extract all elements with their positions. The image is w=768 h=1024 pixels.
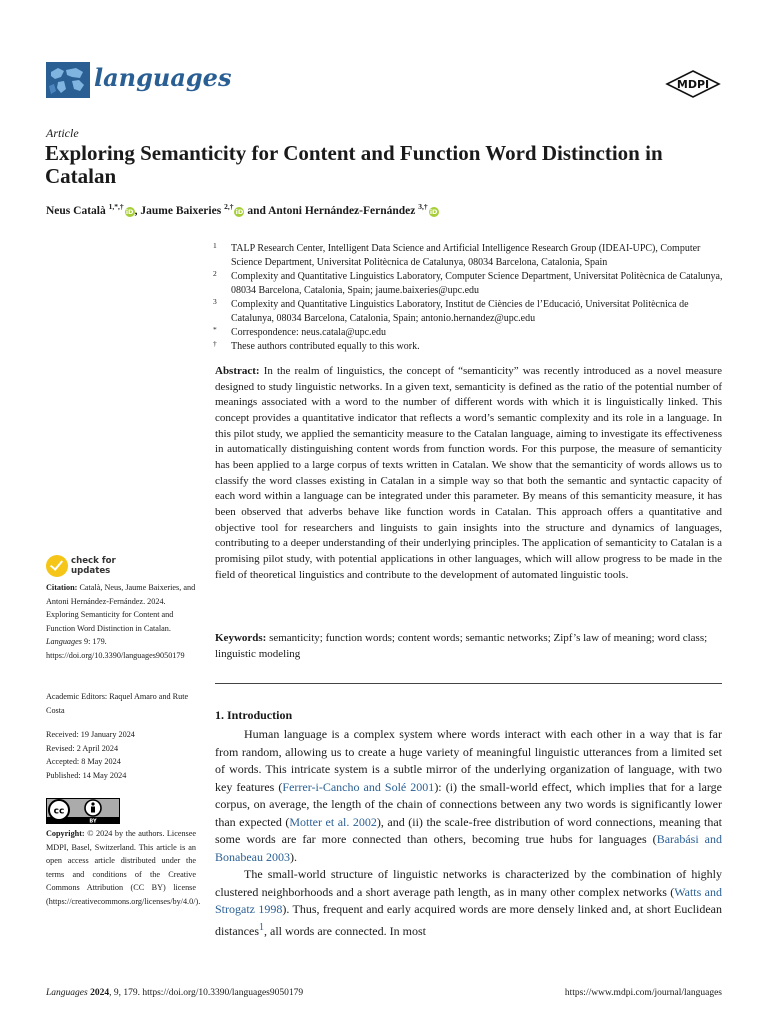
citation-link[interactable]: Ferrer-i-Cancho and Solé 2001 [282,779,435,794]
author-affiliation-marks: 1,*,† [108,202,124,211]
citation-label: Citation: [46,583,78,592]
keywords [215,631,722,662]
affiliation-text: Complexity and Quantitative Linguistics Laboratory, Computer Science Department, Universitat Politècnica de Catalunya, 08034 Barcelona, Catalonia, Spain; jaume.baixeries@upc.edu [231,271,723,296]
author-separator: , [134,204,141,217]
affiliation-text: Correspondence: neus.catala@upc.edu [231,327,386,338]
author-name: Jaume Baixeries [140,204,222,217]
affiliation-text: TALP Research Center, Intelligent Data Science and Artificial Intelligence Research Group (IDEAI-UPC), Computer Science Department, Universitat Politècnica de Catalunya, 08034 Barcelona, Catalonia, Spain [231,243,701,268]
publication-dates [46,728,196,782]
affiliation-mark: 3 [213,297,217,306]
check-updates-label: check for updates [71,556,116,576]
abstract-text: In the realm of linguistics, the concept of “semanticity” was recently introduced as a novel measure designed to study linguistic networks. In a given text, semanticity is defined as the ratio of the potential number of meanings associated with a word to the number of different words with which it is linguistically linked. This concept provides a quantitative indicator that reflects a word’s semantic complexity and its role in a language. In this pilot study, we applied the semanticity measure to the Catalan language, aiming to investigate its effectiveness in automatically distinguishing content words from function words. For this purpose, the measure of semanticity has been applied to a large corpus of texts written in Catalan. We show that the semanticity of words allows us to classify the word classes existing in Catalan in a simple way so that both the semantic and syntactic capacity of each word within a language can be integrated under this parameter. By means of this semanticity measure, it has been observed that adverbs behave like function words in Catalan. This approach offers a quantitative and objective tool for researchers and linguists to gain insights into the structure and dynamics of languages, contributing to a deeper understanding of their underlying principles. The application of semanticity to Catalan is a promising pilot study, with potential applications in other languages, which will allow progress to be made in the field of theoretical linguistics and contribute to the development of automated linguistic tools. [215,365,722,581]
footer-year: 2024 [90,988,110,998]
journal-logo-icon [46,62,90,98]
mdpi-logo-icon [665,69,721,99]
citation-link[interactable]: Motter et al. 2002 [289,814,377,829]
citation-doi[interactable]: 9: 179. https://doi.org/10.3390/languages9050179 [46,637,185,660]
citation-journal: Languages [46,637,82,647]
copyright-label: Copyright: [46,829,85,838]
affiliation-mark: * [213,325,217,334]
affiliation-text: Complexity and Quantitative Linguistics Laboratory, Institut de Ciències de l’Educació, Universitat Politècnica de Catalunya, 08034 Barcelona, Catalonia, Spain; antonio.hernandez@upc.edu [231,299,689,324]
received-date: Received: 19 January 2024 [46,730,135,739]
author-separator: and [244,204,269,217]
abstract [215,364,722,583]
affiliation-mark: † [213,339,217,348]
affiliation-mark: 1 [213,241,217,250]
footnote-link[interactable]: 1 [259,921,264,933]
author-name: Neus Català [46,204,106,217]
paragraph: Human language is a complex system where words interact with each other in a way that is far from random, allowing us to create a huge variety of meaningful linguistic utterances from a limited set of words. This intricate system is a subtle mirror of the underlying organization of language, with two key features (Ferrer-i-Cancho and Solé 2001): (i) the small-world effect, which implies that for a large corpus, on average, the length of the chain of connections between any two words is significantly lower than expected (Motter et al. 2002), and (ii) the scale-free distribution of word connections, meaning that some words are far more connected than others, becoming true hubs for languages (Barabási and Bonabeau 2003). [215,727,723,864]
citation-link[interactable]: Watts and Strogatz 1998 [215,884,722,916]
footer-journal: Languages [46,988,88,998]
journal-name[interactable]: languages [94,63,232,92]
author-name: Antoni Hernández-Fernández [268,204,416,217]
abstract-label: Abstract: [215,365,260,377]
cc-by-label: BY [89,818,97,824]
keywords-label: Keywords: [215,632,267,644]
footer-citation [46,988,303,998]
paragraph: The small-world structure of linguistic networks is characterized by the combination of highly clustered neighborhoods and a short average path length, as in many other complex networks (Watts and Strogatz 1998). Thus, frequent and early acquired words are more densely linked and, at short Euclidean distances$^1$, all words are connected. In most [215,867,723,938]
author-affiliation-marks: 2,† [224,202,234,211]
orcid-icon[interactable]: iD [429,207,438,216]
publisher-name: MDPI [676,78,710,91]
section-heading: 1. Introduction [215,708,293,722]
article-title: Exploring Semanticity for Content and Function Word Distinction in Catalan [45,141,663,188]
citation-link[interactable]: Barabási and Bonabeau 2003 [215,832,723,864]
affiliation-item [213,270,725,298]
affiliation-mark: 2 [213,269,217,278]
revised-date: Revised: 2 April 2024 [46,743,119,753]
published-date: Published: 14 May 2024 [46,770,127,780]
affiliation-item [213,242,725,270]
check-updates-icon [46,555,68,577]
author-list [46,202,439,217]
orcid-icon[interactable]: iD [125,207,134,216]
affiliation-item [213,326,725,340]
citation-block [46,581,196,663]
cc-by-license-icon[interactable] [46,798,120,824]
footer-doi[interactable]: , 9, 179. https://doi.org/10.3390/languages9050179 [109,988,304,998]
orcid-icon[interactable]: iD [235,207,244,216]
affiliations [213,242,725,354]
affiliation-item [213,340,725,354]
introduction-body [215,726,722,940]
section-divider [215,683,722,684]
author-affiliation-marks: 3,† [418,202,428,211]
affiliation-text: These authors contributed equally to this work. [231,341,420,352]
footer-journal-url[interactable]: https://www.mdpi.com/journal/languages [564,988,722,998]
article-type: Article [46,126,79,140]
check-for-updates-button[interactable] [46,555,156,581]
keywords-text: semanticity; function words; content words; semantic networks; Zipf’s law of meaning; word class; linguistic modeling [215,632,708,660]
copyright-text: © 2024 by the authors. Licensee MDPI, Basel, Switzerland. This article is an open access article distributed under the terms and conditions of the Creative Commons Attribution (CC BY) license (https://creativecommons.org/licenses/by/4.0/). [46,829,201,906]
svg-text:cc: cc [53,806,65,817]
copyright-block [46,827,201,909]
affiliation-item [213,298,725,326]
citation-text: Català, Neus, Jaume Baixeries, and Antoni Hernández-Fernández. 2024. Exploring Semanticity for Content and Function Word Distinction in Catalan. [46,583,196,633]
academic-editors: Academic Editors: Raquel Amaro and Rute Costa [46,692,189,715]
accepted-date: Accepted: 8 May 2024 [46,757,121,767]
